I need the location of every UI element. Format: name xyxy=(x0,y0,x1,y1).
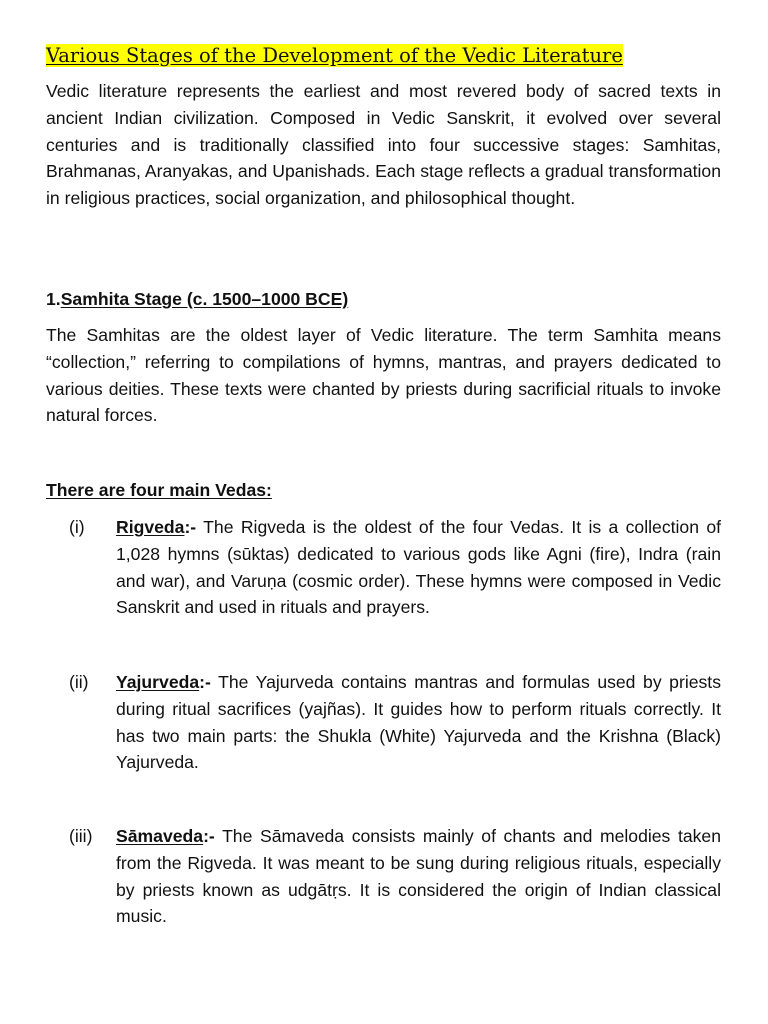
section-1-heading xyxy=(46,286,348,313)
veda-item-yajurveda xyxy=(46,669,721,776)
veda-item-body xyxy=(116,823,721,930)
veda-name: Sāmaveda xyxy=(116,826,204,846)
veda-item-number: (ii) xyxy=(69,672,89,692)
intro-paragraph: Vedic literature represents the earliest and most revered body of sacred texts in ancient Indian civilization. Composed in Vedic Sanskrit, it evolved over several centuries and is traditionally classified into four successive stages: Samhitas, Brahmanas, Aranyakas, and Upanishads. Each stage reflects a gradual transformation in religious practices, social organization, and philosophical thought. xyxy=(46,81,721,209)
veda-item-rigveda xyxy=(46,514,721,621)
veda-item-number: (i) xyxy=(69,517,85,537)
veda-name: Yajurveda xyxy=(116,672,200,692)
veda-separator: :- xyxy=(203,826,215,846)
veda-description: The Yajurveda contains mantras and formulas used by priests during ritual sacrifices (yajñas). It guides how to perform rituals correctly. It has two main parts: the Shukla (White) Yajurveda and the Krishna (Black) Yajurveda. xyxy=(116,672,721,773)
veda-description: The Sāmaveda consists mainly of chants and melodies taken from the Rigveda. It was meant to be sung during religious rituals, especially by priests known as udgātṛs. It is considered the origin of Indian classical music. xyxy=(116,826,721,927)
section-1-paragraph: The Samhitas are the oldest layer of Vedic literature. The term Samhita means “collection,” referring to compilations of hymns, mantras, and prayers dedicated to various deities. These texts were chanted by priests during sacrificial rituals to invoke natural forces. xyxy=(46,325,721,426)
veda-item-samaveda xyxy=(46,823,721,930)
document-title xyxy=(46,42,623,70)
section-1-number: 1. xyxy=(46,289,61,309)
section-1-title: Samhita Stage (c. 1500–1000 BCE) xyxy=(60,289,349,309)
veda-item-number: (iii) xyxy=(69,826,93,846)
veda-item-body xyxy=(116,669,721,776)
veda-description: The Rigveda is the oldest of the four Vedas. It is a collection of 1,028 hymns (sūktas) dedicated to various gods like Agni (fire), Indra (rain and war), and Varuṇa (cosmic order). These hymns were composed in Vedic Sanskrit and used in rituals and prayers. xyxy=(116,517,721,618)
veda-separator: :- xyxy=(184,517,197,537)
veda-separator: :- xyxy=(199,672,211,692)
vedas-heading xyxy=(46,477,272,504)
vedas-heading-text: There are four main Vedas: xyxy=(46,480,272,500)
veda-name: Rigveda xyxy=(116,517,185,537)
title-highlight: Various Stages of the Development of the Vedic Literature xyxy=(46,44,623,67)
veda-item-body xyxy=(116,514,721,621)
